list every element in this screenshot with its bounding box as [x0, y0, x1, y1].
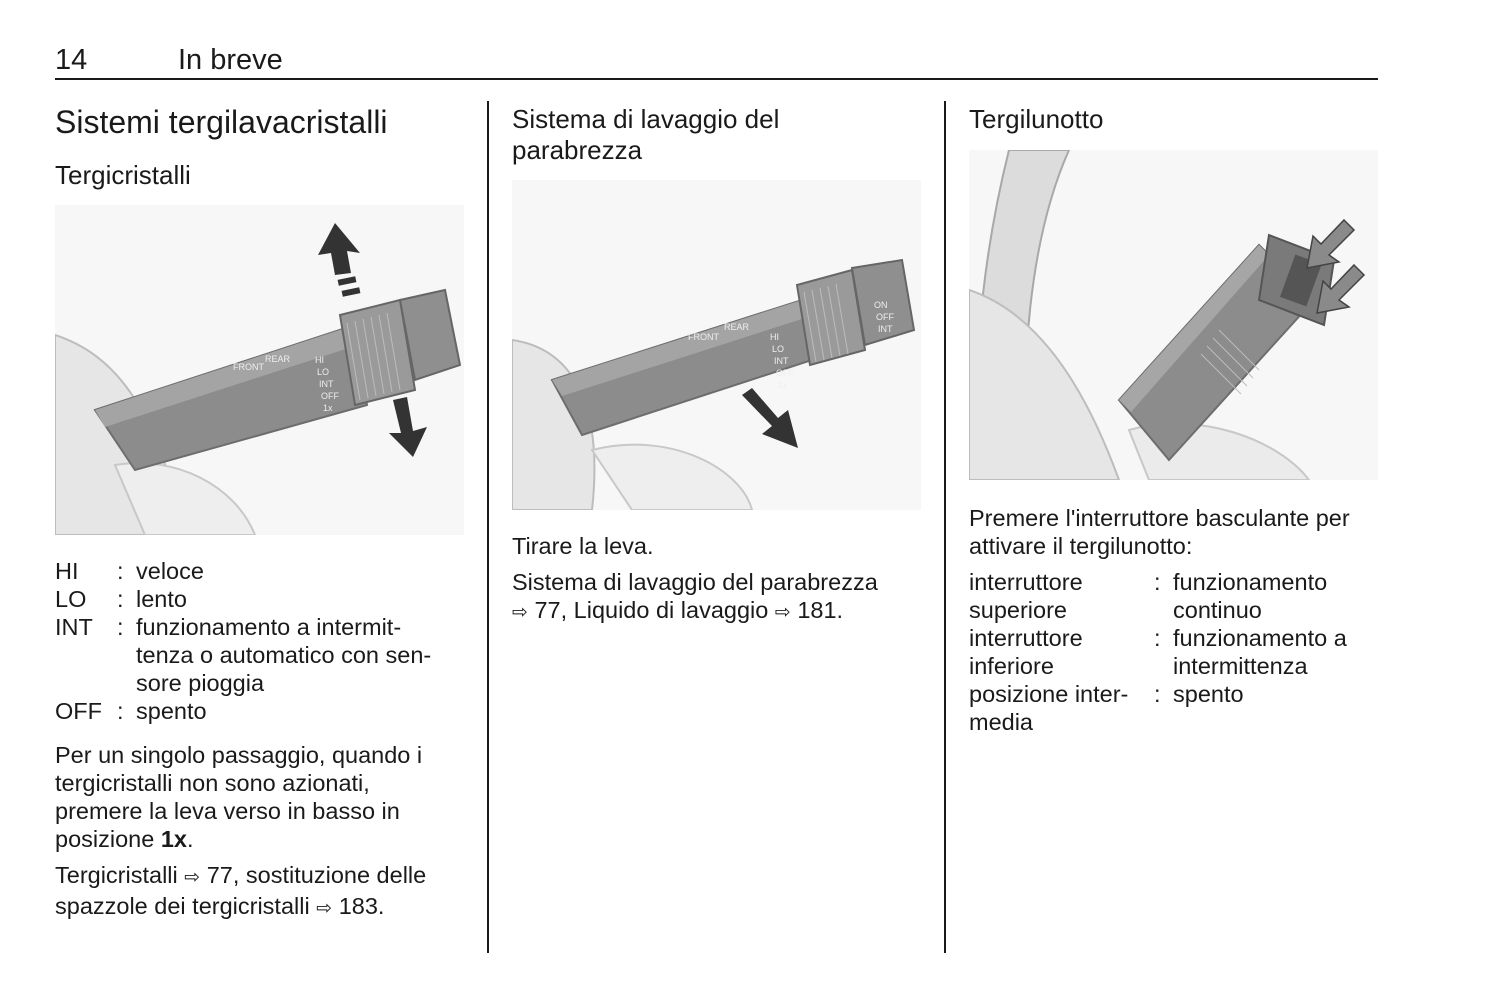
page-ref-arrow-icon: ⇨: [316, 898, 333, 919]
label-lo: LO: [317, 367, 330, 377]
list-item: HI : veloce: [55, 558, 204, 584]
col2-body: [512, 532, 912, 635]
references-paragraph: Sistema di lavaggio del parabrezza ⇨ 77, Liquido di lavaggio ⇨ 181.: [512, 569, 878, 623]
references-paragraph: Tergicristalli ⇨ 77, sostituzione delle spazzole dei tergicristalli ⇨ 183.: [55, 862, 427, 919]
rear-wiper-switch-illustration: [969, 150, 1378, 480]
washer-heading: Sistema di lavaggio del parabrezza: [512, 104, 780, 165]
label-rear: REAR: [724, 322, 750, 332]
page-number: 14: [55, 44, 88, 76]
label-int-rear: INT: [878, 324, 893, 334]
label-1x: 1x: [778, 380, 788, 390]
column-divider-1: [487, 101, 489, 953]
wiper-modes-list: [55, 557, 431, 725]
label-on: ON: [874, 300, 888, 310]
page-ref-link[interactable]: 77: [534, 597, 561, 623]
single-pass-paragraph: Per un singolo passaggio, quando i tergicristalli non sono azionati, premere la leva verso in basso in posizione 1x.: [55, 742, 423, 852]
rear-wiper-heading: Tergilunotto: [969, 104, 1104, 134]
wipers-heading: Tergicristalli: [55, 160, 191, 190]
pull-instruction: Tirare la leva.: [512, 533, 654, 559]
arrow-pull-icon: [742, 388, 798, 448]
label-off: OFF: [321, 391, 339, 401]
label-hi: HI: [315, 355, 324, 365]
arrow-up-icon: [318, 223, 360, 297]
arrow-down-icon: [389, 397, 427, 457]
list-item: LO : lento: [55, 586, 187, 612]
label-int: INT: [319, 379, 334, 389]
page-ref-link[interactable]: 181: [797, 597, 837, 623]
list-item: posizione inter- media : spento: [969, 681, 1244, 735]
label-off: OFF: [776, 368, 794, 378]
label-lo: LO: [772, 344, 785, 354]
main-heading: Sistemi tergilavacristalli: [55, 104, 388, 140]
rear-wiper-instruction: Premere l'interruttore basculante per attivare il tergilunotto:: [969, 505, 1350, 559]
list-item: interruttore inferiore : funzionamento a intermittenza: [969, 625, 1347, 679]
washer-lever-illustration: [512, 180, 921, 510]
list-item: INT : funzionamento a intermit- tenza o automatico con sen- sore pioggia: [55, 614, 432, 696]
label-front: FRONT: [233, 362, 264, 372]
column-divider-2: [944, 101, 946, 953]
header-rule: [55, 78, 1378, 80]
page-ref-arrow-icon: ⇨: [774, 602, 791, 623]
wiper-lever-illustration: [55, 205, 464, 535]
list-item: interruttore superiore : funzionamento continuo: [969, 569, 1328, 623]
col1-body: [55, 741, 455, 931]
page-ref-link[interactable]: 77: [206, 862, 233, 888]
label-front: FRONT: [688, 332, 719, 342]
label-rear: REAR: [265, 354, 291, 364]
label-hi: HI: [770, 332, 779, 342]
rear-switch-list: [969, 568, 1347, 736]
arrow-press-upper-icon: [1307, 220, 1354, 268]
label-1x: 1x: [323, 403, 333, 413]
list-item: OFF : spento: [55, 698, 207, 724]
label-off-rear: OFF: [876, 312, 894, 322]
section-title: In breve: [178, 44, 283, 76]
page-ref-arrow-icon: ⇨: [184, 867, 201, 888]
label-int: INT: [774, 356, 789, 366]
page-ref-link[interactable]: 183: [338, 893, 378, 919]
page-ref-arrow-icon: ⇨: [512, 602, 528, 623]
